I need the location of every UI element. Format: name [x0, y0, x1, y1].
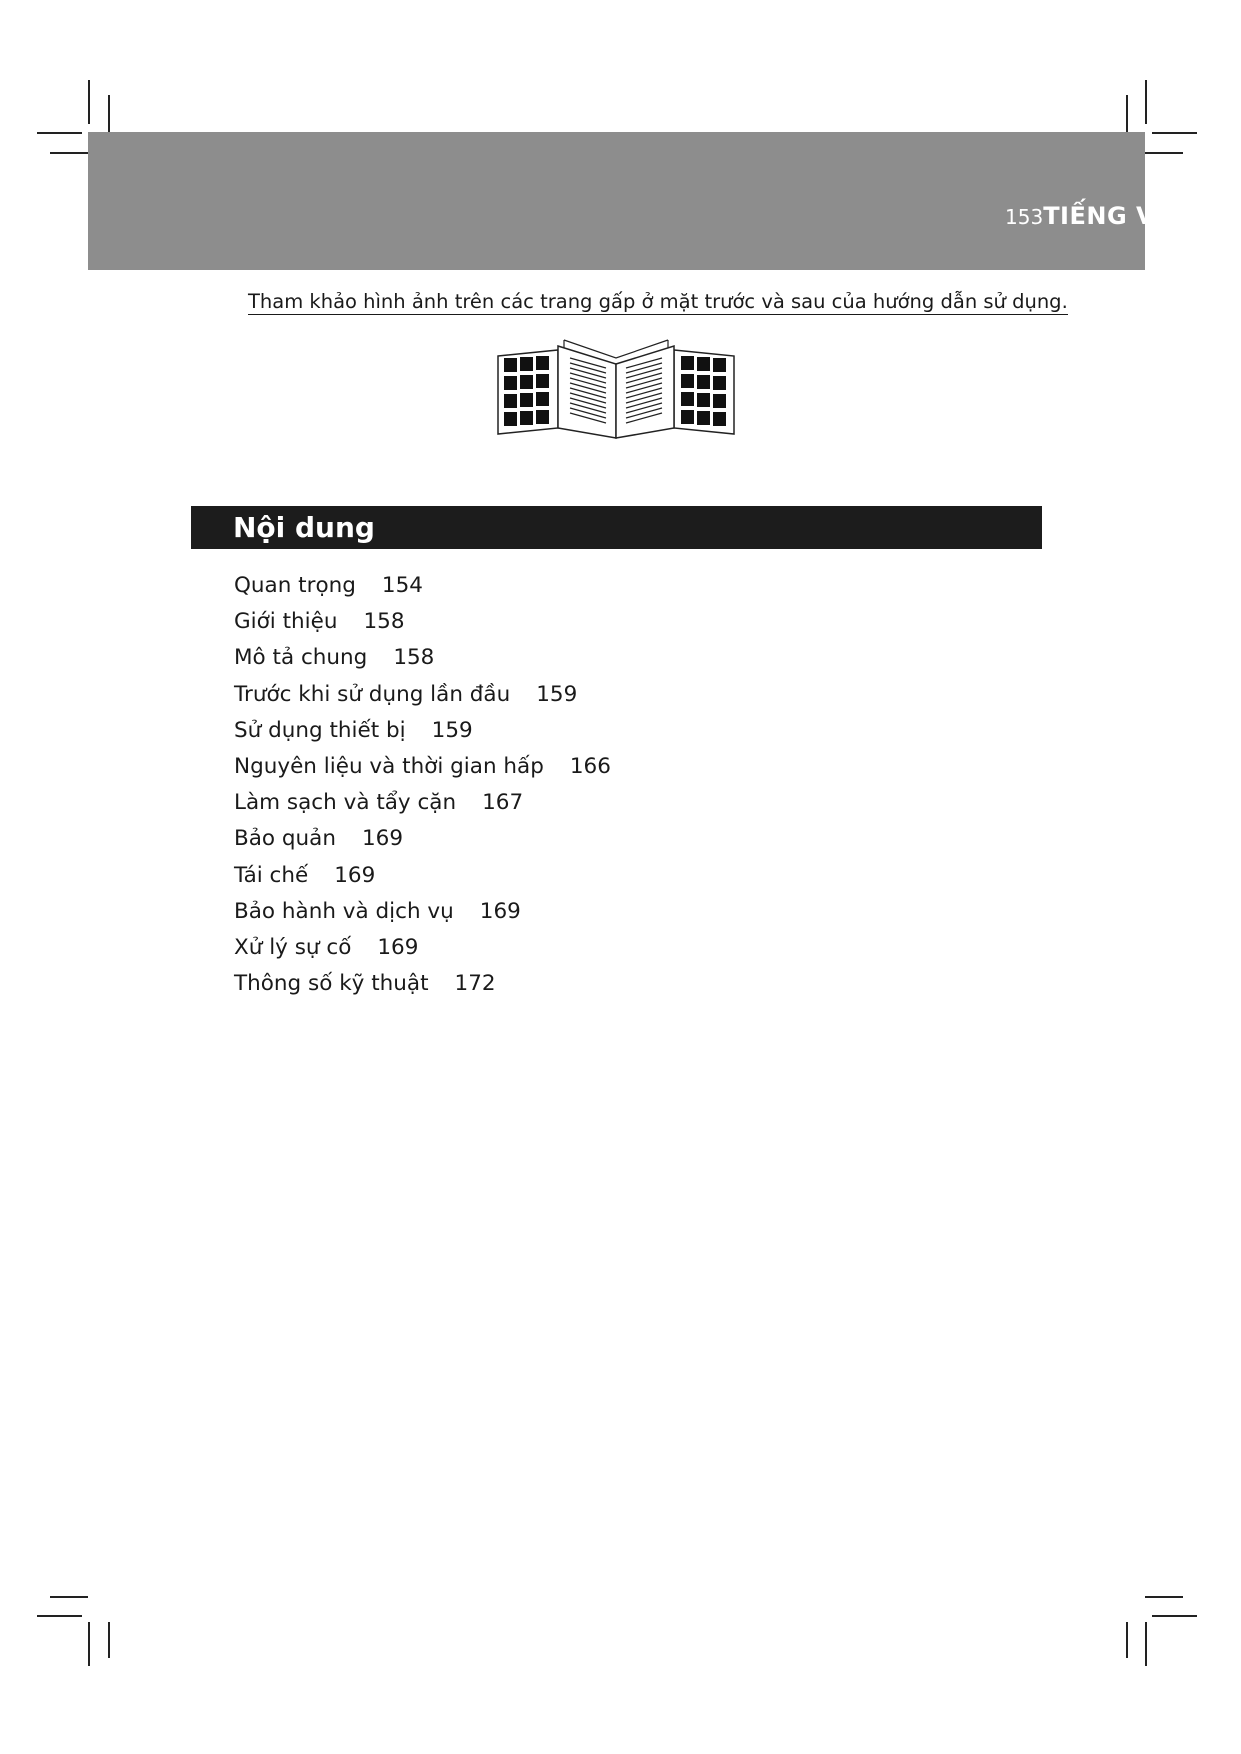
toc-item-label: Bảo quản [234, 826, 336, 852]
toc-item[interactable] [234, 749, 611, 785]
toc-item-label: Sử dụng thiết bị [234, 717, 406, 743]
crop-mark [1152, 132, 1197, 134]
toc-item-label: Trước khi sử dụng lần đầu [234, 681, 511, 707]
toc-item[interactable] [234, 640, 611, 676]
crop-mark [1145, 1596, 1183, 1598]
crop-mark [1126, 1622, 1128, 1658]
foldout-note: Tham khảo hình ảnh trên các trang gấp ở mặt trước và sau của hướng dẫn sử dụng. [248, 290, 1068, 313]
crop-mark [108, 95, 110, 132]
toc-item-page: 169 [334, 862, 376, 888]
toc-item-page: 166 [569, 754, 611, 780]
toc-item-label: Thông số kỹ thuật [234, 971, 429, 997]
toc-item[interactable] [234, 785, 611, 821]
contents-section-bar [191, 506, 1042, 549]
toc-item[interactable] [234, 894, 611, 930]
toc-item-page: 169 [362, 826, 404, 852]
crop-mark [1126, 95, 1128, 132]
toc-item-page: 169 [377, 935, 419, 961]
crop-mark [50, 152, 88, 154]
toc-item-label: Quan trọng [234, 573, 356, 598]
crop-mark [88, 80, 90, 124]
toc-item-page: 159 [431, 717, 473, 743]
toc-item-label: Giới thiệu [234, 609, 338, 635]
toc-item-label: Tái chế [234, 862, 309, 888]
toc-item[interactable] [234, 821, 611, 857]
toc-item[interactable] [234, 930, 611, 966]
toc-item[interactable] [234, 858, 611, 894]
page-number: 153 [1005, 205, 1044, 229]
toc-item-page: 154 [381, 573, 423, 598]
toc-item-page: 158 [363, 609, 405, 635]
crop-mark [50, 1596, 88, 1598]
toc-item-page: 159 [536, 681, 578, 707]
contents-title: Nội dung [233, 511, 375, 544]
crop-mark [37, 1615, 82, 1617]
language-label: TIẾNG VIỆT [1043, 202, 1199, 230]
crop-mark [1152, 1615, 1197, 1617]
toc-item-page: 172 [454, 971, 496, 997]
crop-mark [88, 1622, 90, 1666]
table-of-contents [234, 568, 611, 1002]
crop-mark [1145, 80, 1147, 124]
toc-item-label: Mô tả chung [234, 645, 368, 671]
toc-item-page: 158 [393, 645, 435, 671]
crop-mark [1145, 152, 1183, 154]
foldout-book-icon [496, 334, 736, 444]
crop-mark [1145, 1622, 1147, 1666]
toc-item-label: Bảo hành và dịch vụ [234, 898, 454, 924]
header-band [88, 132, 1199, 270]
toc-item[interactable] [234, 713, 611, 749]
toc-item-page: 169 [479, 898, 521, 924]
toc-item-label: Nguyên liệu và thời gian hấp [234, 754, 544, 780]
toc-item-label: Xử lý sự cố [234, 935, 352, 961]
toc-item[interactable] [234, 677, 611, 713]
toc-item-page: 167 [482, 790, 524, 816]
crop-mark [37, 132, 82, 134]
page-header-label [1005, 202, 1199, 230]
crop-mark [108, 1622, 110, 1658]
toc-item[interactable] [234, 604, 611, 640]
toc-item[interactable] [234, 568, 611, 604]
toc-item[interactable] [234, 966, 611, 1002]
toc-item-label: Làm sạch và tẩy cặn [234, 790, 457, 816]
